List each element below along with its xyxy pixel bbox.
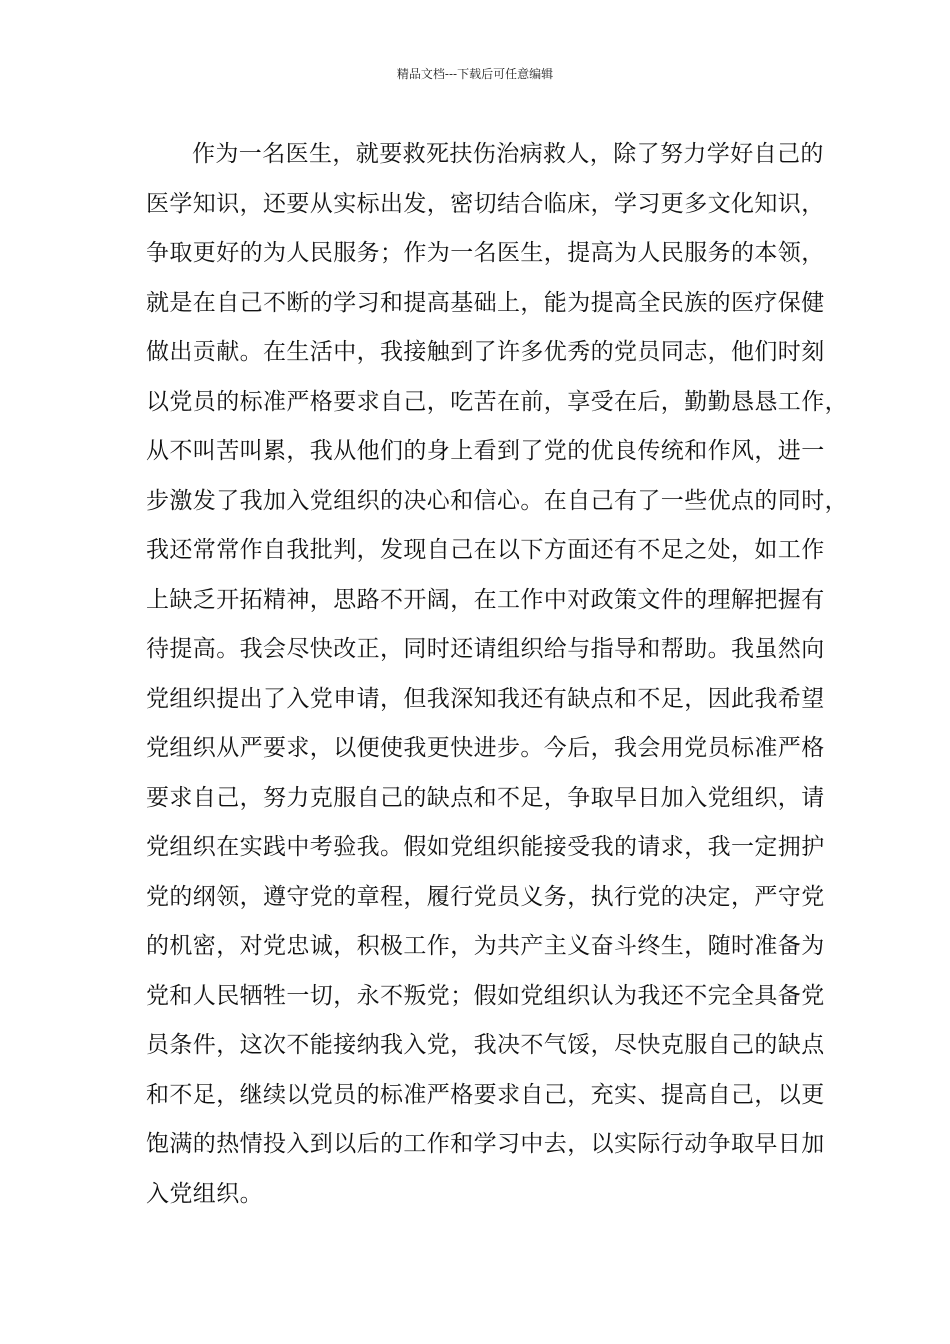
paragraph-line: 作为一名医生，就要救死扶伤治病救人，除了努力学好自己的 xyxy=(192,141,824,167)
paragraph-line: 和不足，继续以党员的标准严格要求自己，充实、提高自己，以更 xyxy=(146,1081,825,1108)
paragraph-line: 党的纲领，遵守党的章程，履行党员义务，执行党的决定，严守党 xyxy=(146,883,825,910)
paragraph-line: 的机密，对党忠诚，积极工作，为共产主义奋斗终生，随时准备为 xyxy=(146,933,825,959)
paragraph-line: 争取更好的为人民服务；作为一名医生，提高为人民服务的本领， xyxy=(146,240,825,266)
paragraph-line: 员条件，这次不能接纳我入党，我决不气馁，尽快克服自己的缺点 xyxy=(146,1032,825,1058)
paragraph-line: 上缺乏开拓精神，思路不开阔，在工作中对政策文件的理解把握有 xyxy=(146,586,825,613)
page-header: 精品文档---下载后可任意编辑 xyxy=(396,67,554,81)
paragraph-line: 就是在自己不断的学习和提高基础上，能为提高全民族的医疗保健 xyxy=(146,289,825,316)
paragraph-line: 要求自己，努力克服自己的缺点和不足，争取早日加入党组织，请 xyxy=(146,784,825,811)
paragraph-line: 步激发了我加入党组织的决心和信心。在自己有了一些优点的同时， xyxy=(146,487,848,514)
paragraph-line: 党组织从严要求，以便使我更快进步。今后，我会用党员标准严格 xyxy=(146,735,825,761)
paragraph-line: 待提高。我会尽快改正，同时还请组织给与指导和帮助。我虽然向 xyxy=(146,636,825,662)
paragraph-line: 入党组织。 xyxy=(146,1180,263,1207)
paragraph-line: 做出贡献。在生活中，我接触到了许多优秀的党员同志，他们时刻 xyxy=(146,339,825,365)
document-body xyxy=(146,130,848,1219)
paragraph-line: 党组织在实践中考验我。假如党组织能接受我的请求，我一定拥护 xyxy=(146,834,825,860)
paragraph-line: 医学知识，还要从实标出发，密切结合临床，学习更多文化知识， xyxy=(146,190,825,217)
paragraph-line: 我还常常作自我批判，发现自己在以下方面还有不足之处，如工作 xyxy=(146,537,825,563)
paragraph-line: 党组织提出了入党申请，但我深知我还有缺点和不足，因此我希望 xyxy=(146,685,825,712)
paragraph-line: 饱满的热情投入到以后的工作和学习中去，以实际行动争取早日加 xyxy=(146,1131,825,1157)
paragraph-line: 党和人民牺牲一切，永不叛党；假如党组织认为我还不完全具备党 xyxy=(146,982,825,1009)
paragraph-line: 从不叫苦叫累，我从他们的身上看到了党的优良传统和作风，进一 xyxy=(146,438,825,464)
paragraph-line: 以党员的标准严格要求自己，吃苦在前，享受在后，勤勤恳恳工作， xyxy=(146,388,848,415)
